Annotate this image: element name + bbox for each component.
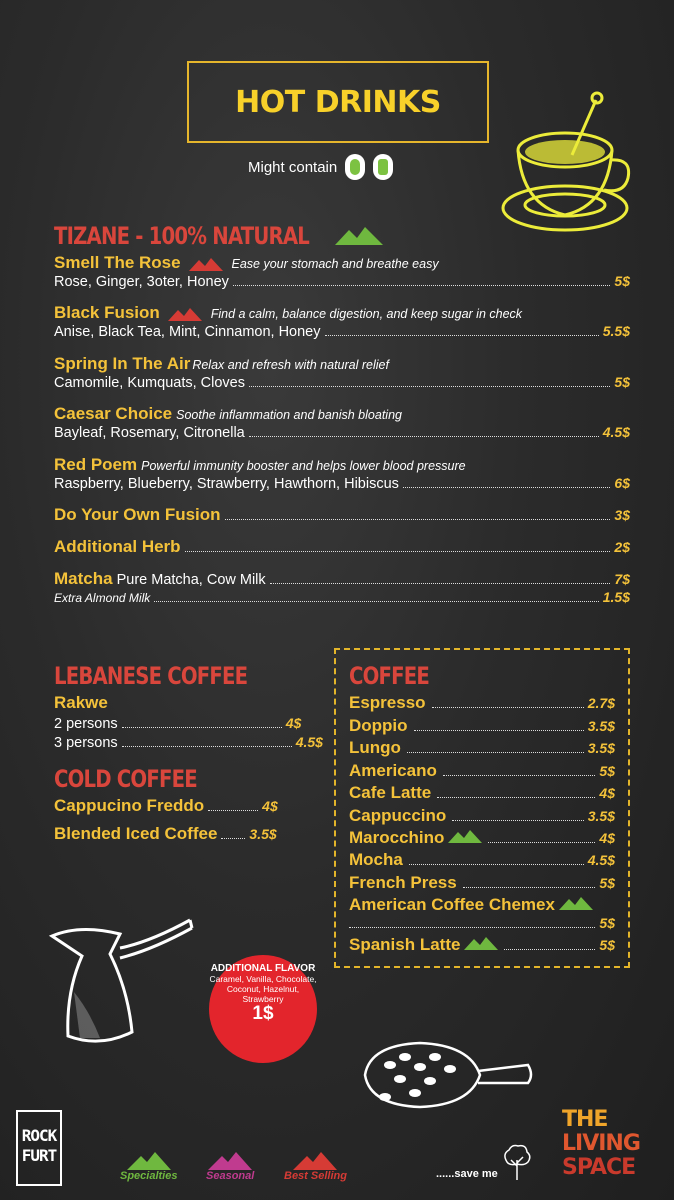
dairy-allergen-icon <box>373 154 393 180</box>
logo-line: SPACE <box>562 1155 636 1180</box>
leader-dots <box>349 927 595 928</box>
menu-item <box>54 303 630 340</box>
leader-dots <box>154 601 599 602</box>
leader-dots <box>409 864 584 865</box>
item-price: 3.5$ <box>587 808 615 824</box>
specialty-mountain-icon <box>464 936 498 950</box>
leader-dots <box>504 949 595 950</box>
leader-dots <box>325 335 599 336</box>
leader-dots <box>233 285 611 286</box>
specialty-mountain-icon <box>448 829 482 843</box>
item-price: 4$ <box>599 785 615 801</box>
title-frame <box>187 61 489 143</box>
item-name: Smell The Rose <box>54 253 181 272</box>
item-name: Additional Herb <box>54 537 181 556</box>
item-price: 4.5$ <box>587 852 615 868</box>
leader-dots <box>221 838 245 839</box>
item-name: Espresso <box>349 693 426 712</box>
item-description: Powerful immunity booster and helps lower blood pressure <box>141 459 466 473</box>
legend-label: Best Selling <box>284 1170 347 1182</box>
menu-item <box>54 505 630 525</box>
item-name: Do Your Own Fusion <box>54 505 221 524</box>
item-ingredients: Anise, Black Tea, Mint, Cinnamon, Honey <box>54 324 321 340</box>
item-name: Cappucino Freddo <box>54 796 205 815</box>
item-name: Caesar Choice <box>54 404 173 423</box>
menu-item <box>349 895 625 915</box>
coffee-pot-illustration <box>40 912 200 1062</box>
item-name: Cappuccino <box>349 806 447 825</box>
item-price: 4.5$ <box>602 424 630 440</box>
item-description: Soothe inflammation and banish bloating <box>176 408 402 422</box>
menu-item <box>349 850 615 870</box>
leader-dots <box>432 707 584 708</box>
flavor-list: Caramel, Vanilla, Chocolate, Coconut, Hazelnut, Strawberry <box>209 974 317 1004</box>
rakwe-row <box>54 734 323 751</box>
menu-item <box>349 828 615 848</box>
tizane-heading: TIZANE - 100% NATURAL <box>54 222 309 250</box>
item-name: Mocha <box>349 850 403 869</box>
item-name: Cafe Latte <box>349 783 432 802</box>
best-selling-mountain-icon <box>168 307 202 321</box>
menu-item <box>54 796 278 816</box>
item-name: Lungo <box>349 738 401 757</box>
tree-icon <box>502 1144 532 1180</box>
rakwe-row <box>54 715 301 732</box>
cold-coffee-heading: COLD COFFEE <box>54 765 197 793</box>
menu-item-price-row <box>349 915 615 931</box>
legend-best-selling <box>284 1152 347 1182</box>
item-name: Matcha <box>54 569 113 588</box>
leader-dots <box>225 519 611 520</box>
the-living-space-logo <box>562 1108 640 1180</box>
item-price: 3.5$ <box>249 826 277 842</box>
leader-dots <box>185 551 611 552</box>
coffee-heading: COFFEE <box>349 662 430 690</box>
specialty-mountain-icon <box>559 896 593 910</box>
leader-dots <box>414 730 584 731</box>
legend-label: Specialties <box>120 1170 178 1182</box>
additional-flavor-badge <box>209 955 317 1063</box>
flavor-price: 1$ <box>252 1003 274 1024</box>
specialty-mountain-icon <box>335 227 383 245</box>
menu-item <box>349 935 615 955</box>
menu-item <box>349 873 615 893</box>
item-price: 5$ <box>599 937 615 953</box>
seasonal-mountain-icon <box>208 1152 252 1170</box>
menu-item <box>349 783 615 803</box>
menu-item <box>54 354 630 391</box>
item-price: 3$ <box>614 507 630 523</box>
menu-item <box>54 455 630 492</box>
leader-dots <box>270 583 611 584</box>
rakwe-size-label: 2 persons <box>54 716 118 732</box>
legend-specialties <box>120 1152 177 1182</box>
item-price: 5$ <box>599 915 615 931</box>
best-selling-mountain-icon <box>293 1152 337 1170</box>
item-name: Black Fusion <box>54 303 160 322</box>
leader-dots <box>403 487 611 488</box>
logo-line: THE <box>562 1107 608 1132</box>
menu-item <box>349 693 615 713</box>
item-price: 7$ <box>614 571 630 587</box>
item-ingredients: Bayleaf, Rosemary, Citronella <box>54 425 245 441</box>
logo-line: LIVING <box>562 1131 640 1156</box>
item-ingredients: Raspberry, Blueberry, Strawberry, Hawthorn, Hibiscus <box>54 476 399 492</box>
item-price: 4$ <box>599 830 615 846</box>
leader-dots <box>249 386 610 387</box>
best-selling-mountain-icon <box>189 257 223 271</box>
rockfort-logo-line: FURT <box>21 1146 57 1165</box>
item-price: 5$ <box>614 374 630 390</box>
item-name: Doppio <box>349 716 408 735</box>
item-price: 2.7$ <box>587 695 615 711</box>
coffee-cup-illustration <box>500 90 640 250</box>
menu-item <box>349 806 615 826</box>
menu-item <box>54 537 630 557</box>
rakwe-price: 4$ <box>285 715 302 731</box>
item-name: Americano <box>349 761 437 780</box>
leader-dots <box>488 842 595 843</box>
rakwe-name: Rakwe <box>54 693 108 712</box>
save-me-label: ......save me <box>436 1168 498 1180</box>
item-price: 2$ <box>614 539 630 555</box>
item-ingredients: Rose, Ginger, 3oter, Honey <box>54 274 229 290</box>
menu-item <box>349 716 615 736</box>
might-contain-label: Might contain <box>248 158 338 176</box>
item-price: 6$ <box>614 475 630 491</box>
menu-item <box>54 253 630 290</box>
item-price: 5$ <box>599 763 615 779</box>
item-name: Spring In The Air <box>54 354 191 373</box>
rockfort-logo-line: ROCK <box>21 1126 57 1145</box>
item-price: 5$ <box>614 273 630 289</box>
legend-label: Seasonal <box>206 1170 255 1182</box>
leader-dots <box>122 727 282 728</box>
menu-item <box>349 761 615 781</box>
item-name: Red Poem <box>54 455 138 474</box>
item-price: 3.5$ <box>587 718 615 734</box>
peanut-allergen-icon <box>345 154 365 180</box>
item-ingredients: Camomile, Kumquats, Cloves <box>54 375 245 391</box>
rakwe-size-label: 3 persons <box>54 735 118 751</box>
leader-dots <box>443 775 596 776</box>
item-name: Blended Iced Coffee <box>54 824 218 843</box>
item-price: 4$ <box>262 798 278 814</box>
page-title: HOT DRINKS <box>235 84 441 120</box>
rockfort-logo <box>16 1110 62 1186</box>
item-price: 5.5$ <box>602 323 630 339</box>
flavor-heading: ADDITIONAL FLAVOR <box>210 963 316 974</box>
menu-item <box>54 404 630 441</box>
leader-dots <box>437 797 595 798</box>
leader-dots <box>463 887 596 888</box>
item-name: French Press <box>349 873 457 892</box>
save-me <box>436 1144 532 1180</box>
specialty-mountain-icon <box>127 1152 171 1170</box>
item-description: Ease your stomach and breathe easy <box>231 257 439 271</box>
might-contain <box>248 154 393 180</box>
rakwe-price: 4.5$ <box>295 734 323 750</box>
menu-item <box>54 569 630 605</box>
legend-seasonal <box>206 1152 254 1182</box>
extra-option-label: Extra Almond Milk <box>54 591 151 605</box>
menu-item <box>54 824 277 844</box>
lebanese-heading: LEBANESE COFFEE <box>54 662 248 690</box>
item-name: Spanish Latte <box>349 935 461 954</box>
leader-dots <box>452 820 583 821</box>
item-name: Marocchino <box>349 828 445 847</box>
leader-dots <box>249 436 599 437</box>
leader-dots <box>122 746 292 747</box>
item-ingredients: Pure Matcha, Cow Milk <box>116 572 266 588</box>
menu-item <box>349 738 615 758</box>
item-price: 3.5$ <box>587 740 615 756</box>
item-description: Relax and refresh with natural relief <box>192 358 389 372</box>
item-description: Find a calm, balance digestion, and keep sugar in check <box>210 307 523 321</box>
coffee-scoop-illustration <box>360 1035 535 1115</box>
item-name: American Coffee Chemex <box>349 895 555 914</box>
extra-option-price: 1.5$ <box>602 589 630 605</box>
item-price: 5$ <box>599 875 615 891</box>
leader-dots <box>208 810 258 811</box>
leader-dots <box>407 752 584 753</box>
